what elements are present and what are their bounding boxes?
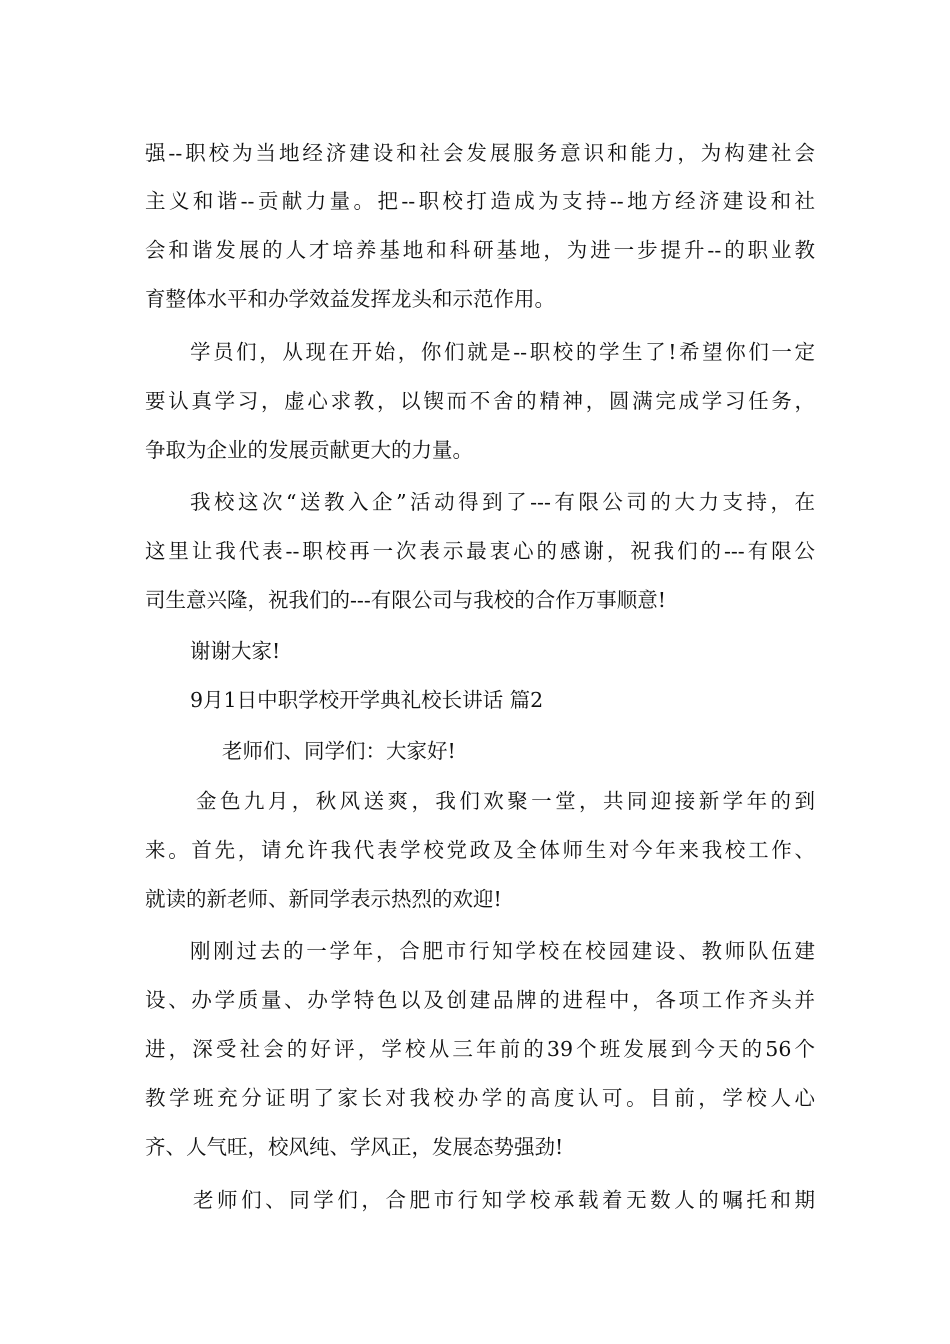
paragraph-line: 强--职校为当地经济建设和社会发展服务意识和能力，为构建社会 — [145, 141, 815, 165]
paragraph-line: 进，深受社会的好评，学校从三年前的39个班发展到今天的56个 — [145, 1037, 815, 1061]
paragraph-line: 金色九月，秋风送爽，我们欢聚一堂，共同迎接新学年的到 — [196, 789, 815, 813]
paragraph-line: 老师们、同学们，合肥市行知学校承载着无数人的嘱托和期 — [193, 1188, 815, 1212]
paragraph-line: 教学班充分证明了家长对我校办学的高度认可。目前，学校人心 — [145, 1086, 815, 1110]
paragraph-line: 就读的新老师、新同学表示热烈的欢迎! — [145, 887, 502, 911]
paragraph-line: 会和谐发展的人才培养基地和科研基地，为进一步提升--的职业教 — [145, 238, 815, 262]
section-heading: 9月1日中职学校开学典礼校长讲话 篇2 — [190, 688, 544, 712]
paragraph-line: 司生意兴隆，祝我们的---有限公司与我校的合作万事顺意! — [145, 588, 667, 612]
paragraph-line: 设、办学质量、办学特色以及创建品牌的进程中，各项工作齐头并 — [145, 988, 815, 1012]
paragraph-line: 要认真学习，虚心求教，以锲而不舍的精神，圆满完成学习任务， — [145, 389, 815, 413]
paragraph-line: 我校这次“送教入企”活动得到了---有限公司的大力支持，在 — [190, 490, 815, 514]
paragraph-line: 刚刚过去的一学年，合肥市行知学校在校园建设、教师队伍建 — [190, 939, 815, 963]
paragraph-line: 齐、人气旺，校风纯、学风正，发展态势强劲! — [145, 1135, 564, 1159]
paragraph-line: 学员们，从现在开始，你们就是--职校的学生了!希望你们一定 — [190, 340, 815, 364]
paragraph-line: 来。首先，请允许我代表学校党政及全体师生对今年来我校工作、 — [145, 838, 815, 862]
greeting-line: 老师们、同学们：大家好! — [222, 739, 456, 763]
paragraph-line: 争取为企业的发展贡献更大的力量。 — [145, 438, 473, 462]
paragraph-line: 主义和谐--贡献力量。把--职校打造成为支持--地方经济建设和社 — [145, 189, 815, 213]
paragraph-line: 育整体水平和办学效益发挥龙头和示范作用。 — [145, 287, 555, 311]
closing-line: 谢谢大家! — [190, 639, 281, 663]
paragraph-line: 这里让我代表--职校再一次表示最衷心的感谢，祝我们的---有限公 — [145, 539, 815, 563]
